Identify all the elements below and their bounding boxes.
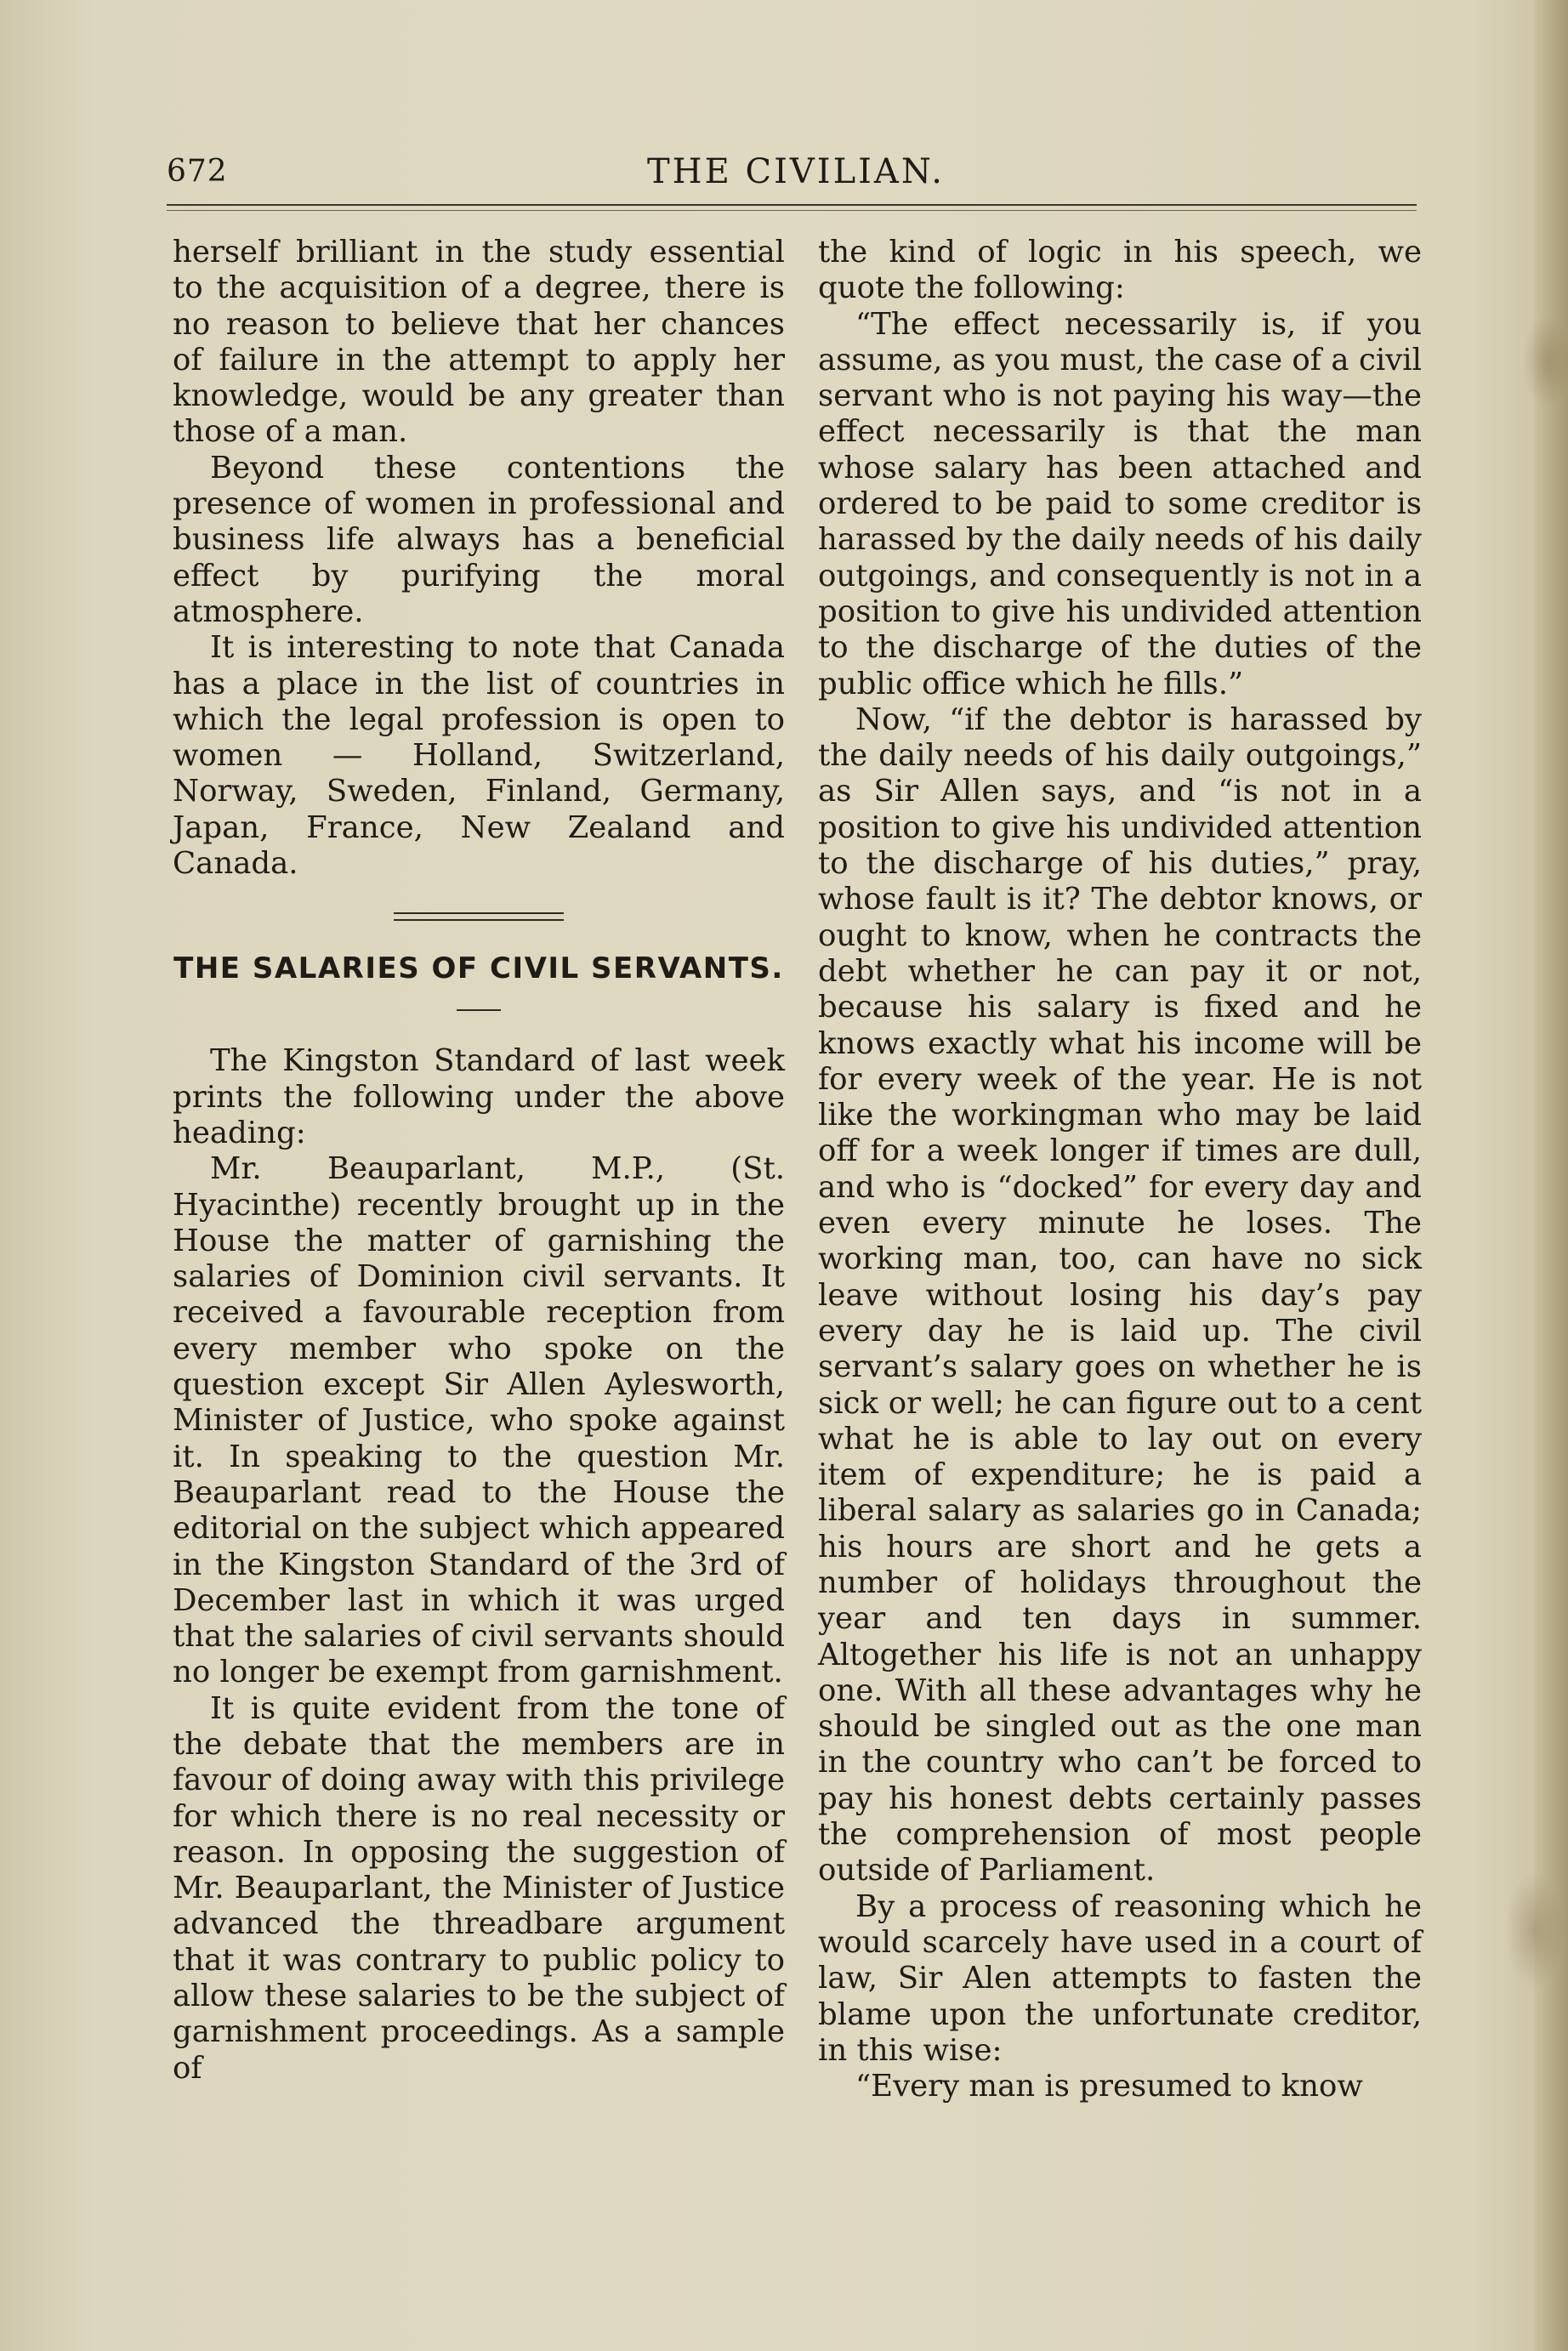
paragraph: the kind of logic in his speech, we quote the following:	[818, 235, 1422, 306]
right-column	[818, 235, 1422, 2104]
paragraph: Now, “if the debtor is harassed by the daily needs of his daily outgoings,” as Sir Allen says, and “is not in a position to give his undivided attention to the discharge of his duties,” pray, whose fault is it? The debtor knows, or ought to know, when he contracts the debt whether he can pay it or not, because his salary is fixed and he knows exactly what his income will be for every week of the year. He is not like the workingman who may be laid off for a week longer if times are dull, and who is “docked” for every day and even every minute he loses. The working man, too, can have no sick leave without losing his day’s pay every day he is laid up. The civil servant’s salary goes on whether he is sick or well; he can figure out to a cent what he is able to lay out on every item of expenditure; he is paid a liberal salary as salaries go in Canada; his hours are short and he gets a number of holidays throughout the year and ten days in summer. Altogether his life is not an unhappy one. With all these advantages why he should be singled out as the one man in the country who can’t be forced to pay his honest debts certainly passes the comprehension of most people outside of Parliament.	[818, 701, 1422, 1888]
page-header	[167, 149, 1425, 200]
paragraph: By a process of reasoning which he would scarcely have used in a court of law, Sir Alen attempts to fasten the blame upon the unfortunate creditor, in this wise:	[818, 1888, 1422, 2068]
paragraph: Mr. Beauparlant, M.P., (St. Hyacinthe) recently brought up in the House the matter of garnishing the salaries of Dominion civil servants. It received a favourable reception from every member who spoke on the question except Sir Allen Aylesworth, Minister of Justice, who spoke against it. In speaking to the question Mr. Beauparlant read to the House the editorial on the subject which appeared in the Kingston Standard of the 3rd of December last in which it was urged that the salaries of civil servants should no longer be exempt from garnishment.	[173, 1151, 785, 1690]
paragraph: The Kingston Standard of last week prints the following under the above heading:	[173, 1043, 785, 1150]
paragraph: It is interesting to note that Canada has a place in the list of countries in which the legal profession is open to women — Holland, Switzerland, Norway, Sweden, Finland, Germany, Japan, France, New Zealand and Canada.	[173, 630, 785, 882]
page-number: 672	[167, 154, 228, 189]
quoted-paragraph: “Every man is presumed to know	[855, 2069, 1363, 2104]
stain-mark	[1505, 1871, 1565, 1990]
header-rule	[167, 210, 1417, 211]
left-column	[173, 235, 785, 2087]
section-heading: THE SALARIES OF CIVIL SERVANTS.	[173, 951, 784, 986]
paragraph: It is quite evident from the tone of the debate that the members are in favour of doing away with this privilege for which there is no real necessity or reason. In opposing the suggestion of Mr. Beauparlant, the Minister of Justice advanced the threadbare argument that it was contrary to public policy to allow these salaries to be the subject of garnishment proceedings. As a sample of	[173, 1690, 785, 2086]
quoted-paragraph: “The effect necessarily is, if you assume, as you must, the case of a civil servant who is not paying his way—the effect necessarily is that the man whose salary has been attached and ordered to be paid to some creditor is harassed by the daily needs of his daily outgoings, and consequently is not in a position to give his undivided attention to the discharge of the duties of the public office which he fills.”	[818, 306, 1422, 701]
journal-title: THE CIVILIAN.	[647, 152, 945, 191]
header-rule	[167, 204, 1417, 206]
paragraph: Beyond these contentions the presence of women in professional and business life always has a beneficial effect by purifying the moral atmosphere.	[173, 450, 785, 629]
paragraph: herself brilliant in the study essential to the acquisition of a degree, there is no reason to believe that her chances of failure in the attempt to apply her knowledge, would be any greater than those of a man.	[173, 235, 785, 450]
heading-rule	[457, 1009, 501, 1011]
section-divider	[394, 912, 564, 921]
stain-mark	[1522, 315, 1568, 408]
